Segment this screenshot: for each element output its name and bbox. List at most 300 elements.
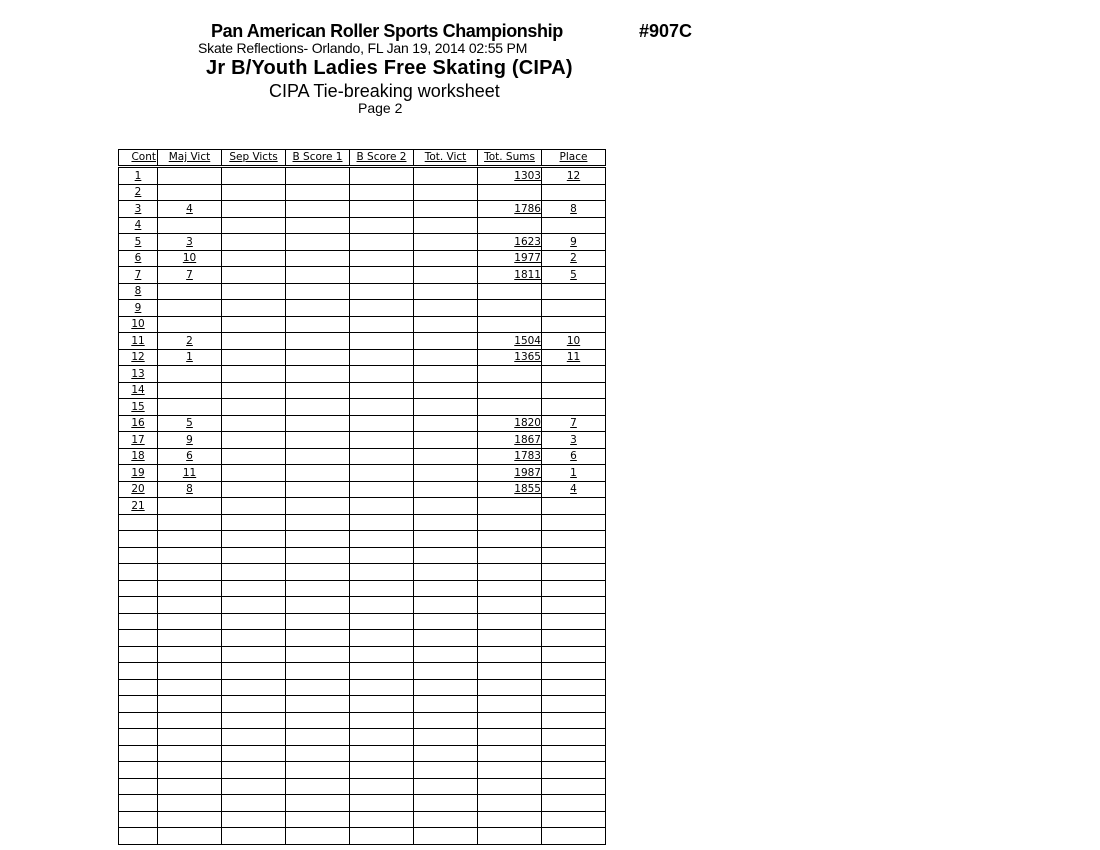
cell-tot-vict xyxy=(414,630,478,647)
cell-sep-victs xyxy=(222,250,286,267)
cell-tot-vict xyxy=(414,465,478,482)
cell-tot-vict xyxy=(414,448,478,465)
cell-tot-sums xyxy=(478,283,542,300)
cell-cont: 10 xyxy=(119,316,158,333)
cell-b-score-1 xyxy=(286,184,350,201)
cell-tot-vict xyxy=(414,184,478,201)
cell-tot-vict xyxy=(414,382,478,399)
table-row-empty xyxy=(119,778,606,795)
table-row xyxy=(119,267,606,284)
cell-tot-sums xyxy=(478,382,542,399)
table-row xyxy=(119,167,606,185)
table-row-empty xyxy=(119,531,606,548)
cell-place xyxy=(542,745,606,762)
cell-maj-vict xyxy=(158,300,222,317)
cell-cont: 8 xyxy=(119,283,158,300)
cell-tot-vict xyxy=(414,712,478,729)
table-row xyxy=(119,333,606,350)
cell-cont xyxy=(119,745,158,762)
column-header-tot-vict: Tot. Vict xyxy=(414,150,478,167)
cell-b-score-1 xyxy=(286,448,350,465)
table-row xyxy=(119,432,606,449)
cell-tot-vict xyxy=(414,762,478,779)
cell-sep-victs xyxy=(222,201,286,218)
cell-b-score-2 xyxy=(350,547,414,564)
cell-tot-vict xyxy=(414,646,478,663)
cell-b-score-2 xyxy=(350,531,414,548)
cell-tot-sums xyxy=(478,729,542,746)
cell-maj-vict xyxy=(158,597,222,614)
cell-cont: 14 xyxy=(119,382,158,399)
table-header-row xyxy=(119,150,606,167)
table-row-empty xyxy=(119,712,606,729)
cell-maj-vict: 2 xyxy=(158,333,222,350)
cell-maj-vict xyxy=(158,399,222,416)
table-row xyxy=(119,366,606,383)
cell-sep-victs xyxy=(222,547,286,564)
cell-b-score-1 xyxy=(286,201,350,218)
cell-place xyxy=(542,366,606,383)
cell-b-score-1 xyxy=(286,432,350,449)
cell-tot-vict xyxy=(414,234,478,251)
cell-place xyxy=(542,679,606,696)
cell-b-score-2 xyxy=(350,630,414,647)
cell-cont: 12 xyxy=(119,349,158,366)
cell-maj-vict xyxy=(158,382,222,399)
cell-tot-vict xyxy=(414,564,478,581)
table-row xyxy=(119,448,606,465)
cell-cont: 21 xyxy=(119,498,158,515)
cell-tot-vict xyxy=(414,333,478,350)
championship-title: Pan American Roller Sports Championship xyxy=(211,21,563,41)
cell-cont xyxy=(119,580,158,597)
cell-place: 7 xyxy=(542,415,606,432)
cell-tot-vict xyxy=(414,613,478,630)
cell-maj-vict xyxy=(158,514,222,531)
cell-b-score-1 xyxy=(286,646,350,663)
cell-b-score-1 xyxy=(286,580,350,597)
table-row-empty xyxy=(119,580,606,597)
cell-maj-vict xyxy=(158,564,222,581)
column-header-sep-victs: Sep Victs xyxy=(222,150,286,167)
cell-cont xyxy=(119,514,158,531)
cell-sep-victs xyxy=(222,828,286,845)
cell-place: 6 xyxy=(542,448,606,465)
cell-tot-sums xyxy=(478,184,542,201)
cell-tot-vict xyxy=(414,300,478,317)
cell-b-score-2 xyxy=(350,597,414,614)
cell-b-score-2 xyxy=(350,399,414,416)
cell-b-score-1 xyxy=(286,498,350,515)
cell-b-score-1 xyxy=(286,217,350,234)
cell-tot-sums: 1820 xyxy=(478,415,542,432)
cell-place: 1 xyxy=(542,465,606,482)
cell-sep-victs xyxy=(222,630,286,647)
cell-place xyxy=(542,663,606,680)
cell-place xyxy=(542,597,606,614)
cell-place xyxy=(542,828,606,845)
cell-tot-sums xyxy=(478,316,542,333)
cell-sep-victs xyxy=(222,432,286,449)
cell-b-score-1 xyxy=(286,250,350,267)
cell-tot-sums xyxy=(478,366,542,383)
cell-maj-vict xyxy=(158,366,222,383)
cell-sep-victs xyxy=(222,217,286,234)
cell-tot-sums xyxy=(478,580,542,597)
cell-cont xyxy=(119,696,158,713)
cell-b-score-1 xyxy=(286,531,350,548)
cell-cont: 16 xyxy=(119,415,158,432)
cell-maj-vict xyxy=(158,531,222,548)
cell-tot-vict xyxy=(414,399,478,416)
cell-b-score-2 xyxy=(350,250,414,267)
cell-maj-vict: 11 xyxy=(158,465,222,482)
cell-maj-vict xyxy=(158,663,222,680)
cell-b-score-2 xyxy=(350,316,414,333)
cell-tot-sums: 1786 xyxy=(478,201,542,218)
cell-tot-sums: 1504 xyxy=(478,333,542,350)
cell-b-score-1 xyxy=(286,366,350,383)
event-code: #907C xyxy=(639,21,693,41)
table-row-empty xyxy=(119,828,606,845)
cell-place: 4 xyxy=(542,481,606,498)
cell-maj-vict: 7 xyxy=(158,267,222,284)
worksheet-title: CIPA Tie-breaking worksheet xyxy=(269,81,500,101)
cell-b-score-2 xyxy=(350,696,414,713)
cell-tot-vict xyxy=(414,663,478,680)
cell-sep-victs xyxy=(222,696,286,713)
cell-tot-sums xyxy=(478,762,542,779)
cell-tot-sums: 1303 xyxy=(478,167,542,185)
cell-cont: 4 xyxy=(119,217,158,234)
cell-tot-sums xyxy=(478,778,542,795)
cell-tot-vict xyxy=(414,481,478,498)
cell-b-score-2 xyxy=(350,234,414,251)
cell-tot-vict xyxy=(414,580,478,597)
cell-sep-victs xyxy=(222,300,286,317)
cell-place xyxy=(542,712,606,729)
cell-tot-vict xyxy=(414,811,478,828)
cell-place xyxy=(542,630,606,647)
cell-sep-victs xyxy=(222,745,286,762)
cell-b-score-2 xyxy=(350,762,414,779)
cell-place xyxy=(542,696,606,713)
cell-tot-vict xyxy=(414,531,478,548)
cell-maj-vict xyxy=(158,679,222,696)
cell-sep-victs xyxy=(222,481,286,498)
cell-cont xyxy=(119,613,158,630)
cell-tot-sums xyxy=(478,514,542,531)
cell-cont xyxy=(119,679,158,696)
cell-sep-victs xyxy=(222,531,286,548)
cell-maj-vict: 9 xyxy=(158,432,222,449)
cell-place xyxy=(542,283,606,300)
cell-tot-vict xyxy=(414,267,478,284)
cell-sep-victs xyxy=(222,399,286,416)
table-row-empty xyxy=(119,564,606,581)
cell-maj-vict: 5 xyxy=(158,415,222,432)
cell-cont: 13 xyxy=(119,366,158,383)
cell-sep-victs xyxy=(222,712,286,729)
cell-cont: 15 xyxy=(119,399,158,416)
cell-b-score-1 xyxy=(286,762,350,779)
cell-place xyxy=(542,762,606,779)
cell-b-score-1 xyxy=(286,613,350,630)
table-row-empty xyxy=(119,795,606,812)
table-row-empty xyxy=(119,547,606,564)
cell-place xyxy=(542,399,606,416)
cell-b-score-2 xyxy=(350,745,414,762)
cell-sep-victs xyxy=(222,729,286,746)
cell-tot-sums: 1365 xyxy=(478,349,542,366)
cell-b-score-1 xyxy=(286,663,350,680)
column-header-tot-sums: Tot. Sums xyxy=(478,150,542,167)
cell-b-score-2 xyxy=(350,729,414,746)
column-header-place: Place xyxy=(542,150,606,167)
cell-b-score-2 xyxy=(350,712,414,729)
cell-tot-sums: 1811 xyxy=(478,267,542,284)
column-header-cont: Cont xyxy=(119,150,158,167)
cell-tot-vict xyxy=(414,415,478,432)
cell-tot-vict xyxy=(414,696,478,713)
cell-tot-sums xyxy=(478,679,542,696)
cell-maj-vict xyxy=(158,729,222,746)
cell-cont: 17 xyxy=(119,432,158,449)
cell-sep-victs xyxy=(222,415,286,432)
cell-b-score-1 xyxy=(286,514,350,531)
cell-tot-sums: 1783 xyxy=(478,448,542,465)
cell-tot-vict xyxy=(414,250,478,267)
cell-cont: 2 xyxy=(119,184,158,201)
event-name: Jr B/Youth Ladies Free Skating (CIPA) xyxy=(206,57,573,79)
cell-b-score-1 xyxy=(286,795,350,812)
cell-sep-victs xyxy=(222,613,286,630)
cell-sep-victs xyxy=(222,795,286,812)
cell-cont xyxy=(119,597,158,614)
table-row xyxy=(119,399,606,416)
cell-sep-victs xyxy=(222,498,286,515)
table-row xyxy=(119,415,606,432)
cell-cont xyxy=(119,712,158,729)
table-row xyxy=(119,481,606,498)
table-row-empty xyxy=(119,646,606,663)
cell-b-score-1 xyxy=(286,811,350,828)
cell-cont xyxy=(119,564,158,581)
cell-b-score-1 xyxy=(286,828,350,845)
cell-place xyxy=(542,184,606,201)
cell-b-score-1 xyxy=(286,630,350,647)
cell-tot-vict xyxy=(414,679,478,696)
cell-cont xyxy=(119,795,158,812)
cell-tot-vict xyxy=(414,597,478,614)
cell-sep-victs xyxy=(222,663,286,680)
cell-cont: 1 xyxy=(119,167,158,185)
cell-place xyxy=(542,300,606,317)
cell-maj-vict xyxy=(158,217,222,234)
cell-b-score-2 xyxy=(350,432,414,449)
cell-place: 9 xyxy=(542,234,606,251)
cell-b-score-2 xyxy=(350,283,414,300)
cell-b-score-2 xyxy=(350,795,414,812)
cell-tot-vict xyxy=(414,498,478,515)
cell-place xyxy=(542,514,606,531)
cell-tot-vict xyxy=(414,432,478,449)
cell-tot-vict xyxy=(414,283,478,300)
cell-tot-vict xyxy=(414,316,478,333)
cell-tot-vict xyxy=(414,201,478,218)
cell-tot-vict xyxy=(414,745,478,762)
cell-tot-sums xyxy=(478,597,542,614)
cell-maj-vict xyxy=(158,696,222,713)
cell-sep-victs xyxy=(222,283,286,300)
cell-b-score-2 xyxy=(350,646,414,663)
cell-cont: 5 xyxy=(119,234,158,251)
cell-maj-vict: 8 xyxy=(158,481,222,498)
cell-b-score-2 xyxy=(350,217,414,234)
cell-b-score-1 xyxy=(286,316,350,333)
cell-maj-vict: 10 xyxy=(158,250,222,267)
cell-b-score-1 xyxy=(286,415,350,432)
cell-place xyxy=(542,729,606,746)
cell-b-score-2 xyxy=(350,267,414,284)
cell-cont: 19 xyxy=(119,465,158,482)
cell-b-score-2 xyxy=(350,498,414,515)
table-row-empty xyxy=(119,663,606,680)
table-row xyxy=(119,250,606,267)
cell-tot-sums xyxy=(478,531,542,548)
cell-place xyxy=(542,564,606,581)
cell-tot-sums xyxy=(478,646,542,663)
table-row-empty xyxy=(119,745,606,762)
cell-cont: 18 xyxy=(119,448,158,465)
cell-tot-sums: 1623 xyxy=(478,234,542,251)
cell-sep-victs xyxy=(222,811,286,828)
cell-b-score-1 xyxy=(286,696,350,713)
cell-cont xyxy=(119,646,158,663)
cell-tot-sums xyxy=(478,217,542,234)
cell-sep-victs xyxy=(222,316,286,333)
cell-b-score-2 xyxy=(350,300,414,317)
cell-b-score-1 xyxy=(286,167,350,185)
column-header-b-score-2: B Score 2 xyxy=(350,150,414,167)
cell-b-score-1 xyxy=(286,234,350,251)
cell-b-score-2 xyxy=(350,382,414,399)
table-row xyxy=(119,300,606,317)
cell-maj-vict xyxy=(158,547,222,564)
cell-b-score-2 xyxy=(350,201,414,218)
cell-tot-sums xyxy=(478,696,542,713)
table-row-empty xyxy=(119,811,606,828)
page-number: Page 2 xyxy=(358,100,403,116)
table-row xyxy=(119,217,606,234)
cell-place: 12 xyxy=(542,167,606,185)
cell-tot-sums xyxy=(478,828,542,845)
cell-b-score-2 xyxy=(350,514,414,531)
cell-tot-sums xyxy=(478,564,542,581)
cell-tot-vict xyxy=(414,729,478,746)
cell-b-score-2 xyxy=(350,184,414,201)
cell-place: 8 xyxy=(542,201,606,218)
table-row xyxy=(119,201,606,218)
cell-cont: 6 xyxy=(119,250,158,267)
cell-place xyxy=(542,795,606,812)
column-header-maj-vict: Maj Vict xyxy=(158,150,222,167)
cell-b-score-2 xyxy=(350,415,414,432)
cell-place xyxy=(542,811,606,828)
cell-cont: 9 xyxy=(119,300,158,317)
cell-tot-sums: 1987 xyxy=(478,465,542,482)
cell-cont: 11 xyxy=(119,333,158,350)
cell-place xyxy=(542,498,606,515)
table-row-empty xyxy=(119,679,606,696)
cell-place xyxy=(542,580,606,597)
cell-sep-victs xyxy=(222,448,286,465)
cell-tot-sums xyxy=(478,300,542,317)
cell-cont xyxy=(119,531,158,548)
cell-b-score-2 xyxy=(350,811,414,828)
cell-tot-vict xyxy=(414,349,478,366)
cell-b-score-1 xyxy=(286,712,350,729)
cell-tot-sums xyxy=(478,613,542,630)
cell-tot-sums xyxy=(478,811,542,828)
cell-maj-vict xyxy=(158,498,222,515)
cell-tot-sums xyxy=(478,630,542,647)
table-row xyxy=(119,498,606,515)
cell-b-score-2 xyxy=(350,167,414,185)
cell-maj-vict xyxy=(158,167,222,185)
cell-maj-vict xyxy=(158,828,222,845)
cell-maj-vict xyxy=(158,184,222,201)
cell-maj-vict xyxy=(158,795,222,812)
column-header-b-score-1: B Score 1 xyxy=(286,150,350,167)
cell-maj-vict xyxy=(158,811,222,828)
cell-place xyxy=(542,382,606,399)
cell-b-score-1 xyxy=(286,679,350,696)
table-row-empty xyxy=(119,762,606,779)
cell-cont xyxy=(119,729,158,746)
cell-maj-vict: 1 xyxy=(158,349,222,366)
cell-cont: 20 xyxy=(119,481,158,498)
cell-b-score-1 xyxy=(286,465,350,482)
venue-datetime: Skate Reflections- Orlando, FL Jan 19, 2014 02:55 PM xyxy=(198,40,528,56)
cell-maj-vict xyxy=(158,646,222,663)
cell-tot-vict xyxy=(414,217,478,234)
cell-b-score-2 xyxy=(350,333,414,350)
cell-b-score-1 xyxy=(286,399,350,416)
cell-place: 10 xyxy=(542,333,606,350)
table-row-empty xyxy=(119,613,606,630)
cell-maj-vict: 3 xyxy=(158,234,222,251)
cell-b-score-2 xyxy=(350,778,414,795)
cell-place: 5 xyxy=(542,267,606,284)
cell-b-score-1 xyxy=(286,333,350,350)
cell-maj-vict xyxy=(158,630,222,647)
cell-sep-victs xyxy=(222,597,286,614)
cell-tot-sums: 1977 xyxy=(478,250,542,267)
cell-maj-vict xyxy=(158,613,222,630)
cell-cont xyxy=(119,630,158,647)
cell-maj-vict xyxy=(158,580,222,597)
cell-sep-victs xyxy=(222,514,286,531)
cell-cont: 3 xyxy=(119,201,158,218)
cell-maj-vict: 4 xyxy=(158,201,222,218)
cell-maj-vict xyxy=(158,283,222,300)
cell-place xyxy=(542,613,606,630)
cell-sep-victs xyxy=(222,564,286,581)
cell-b-score-2 xyxy=(350,448,414,465)
table-body xyxy=(119,167,606,845)
cell-sep-victs xyxy=(222,333,286,350)
